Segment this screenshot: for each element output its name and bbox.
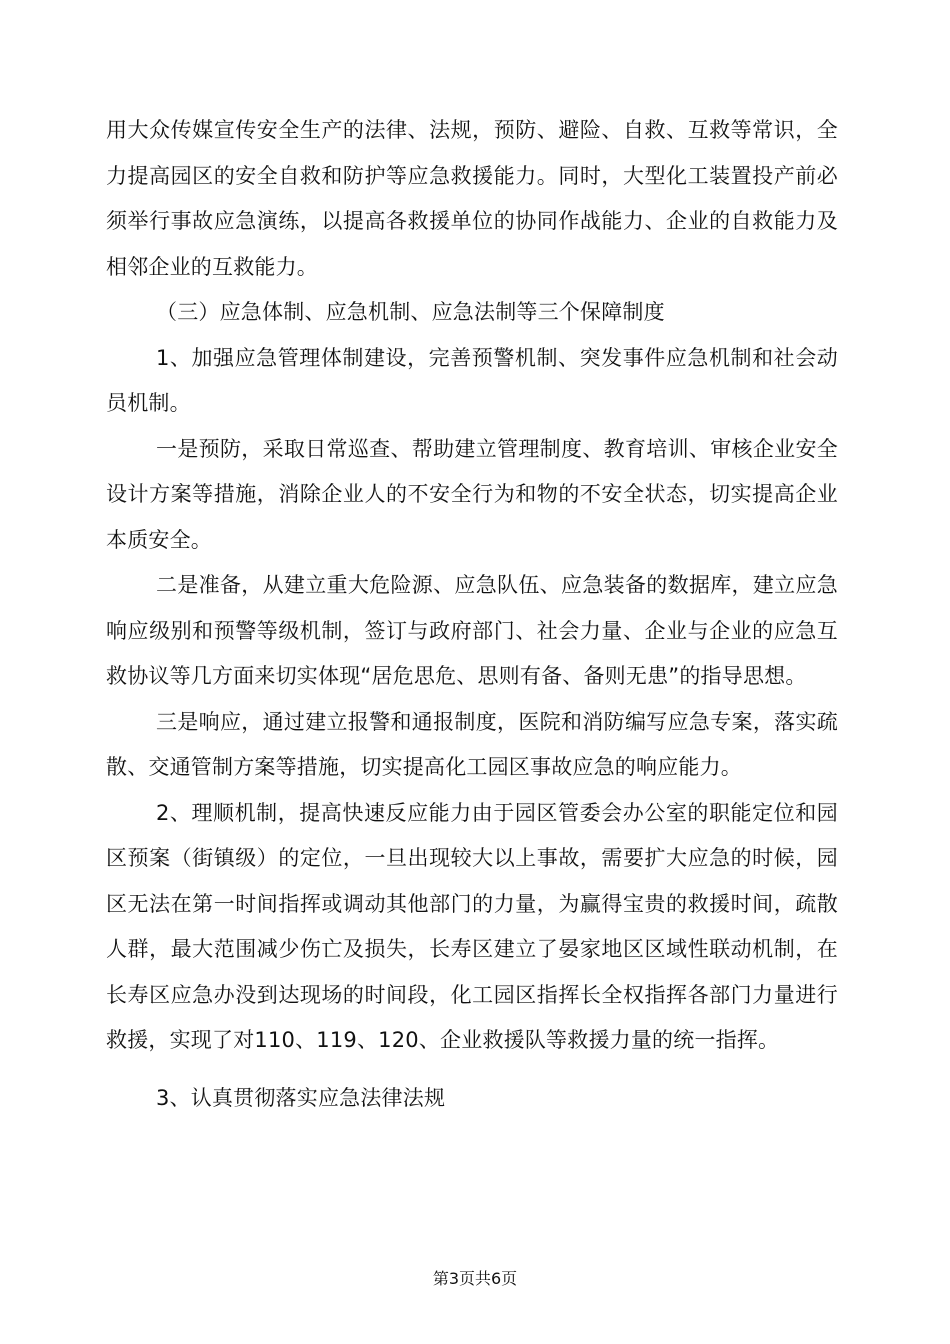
paragraph-item-1: 1、加强应急管理体制建设，完善预警机制、突发事件应急机制和社会动员机制。 xyxy=(106,345,838,415)
paragraph-preparation: 二是准备，从建立重大危险源、应急队伍、应急装备的数据库，建立应急响应级别和预警等级机制，签订与政府部门、社会力量、企业与企业的应急互救协议等几方面来切实体现“居危思危、思则有备、备则无患”的指导思想。 xyxy=(106,573,838,688)
page-footer: 第3页共6页 xyxy=(432,1269,518,1288)
document-body xyxy=(106,108,838,1121)
paragraph-continuation: 用大众传媒宣传安全生产的法律、法规，预防、避险、自救、互救等常识，全力提高园区的安全自救和防护等应急救援能力。同时，大型化工装置投产前必须举行事故应急演练，以提高各救援单位的协同作战能力、企业的自救能力及相邻企业的互救能力。 xyxy=(106,118,838,279)
paragraph-item-3: 3、认真贯彻落实应急法律法规 xyxy=(156,1085,446,1110)
section-heading: （三）应急体制、应急机制、应急法制等三个保障制度 xyxy=(156,300,665,324)
paragraph-item-2: 2、理顺机制，提高快速反应能力由于园区管委会办公室的职能定位和园区预案（街镇级）的定位，一旦出现较大以上事故，需要扩大应急的时候，园区无法在第一时间指挥或调动其他部门的力量，为赢得宝贵的救援时间，疏散人群，最大范围减少伤亡及损失，长寿区建立了晏家地区区域性联动机制，在长寿区应急办没到达现场的时间段，化工园区指挥长全权指挥各部门力量进行救援，实现了对110、119、120、企业救援队等救援力量的统一指挥。 xyxy=(106,800,838,1052)
paragraph-prevention: 一是预防，采取日常巡查、帮助建立管理制度、教育培训、审核企业安全设计方案等措施，消除企业人的不安全行为和物的不安全状态，切实提高企业本质安全。 xyxy=(106,436,838,552)
paragraph-gap xyxy=(106,1064,838,1076)
paragraph-response: 三是响应，通过建立报警和通报制度，医院和消防编写应急专案，落实疏散、交通管制方案等措施，切实提高化工园区事故应急的响应能力。 xyxy=(106,709,838,779)
